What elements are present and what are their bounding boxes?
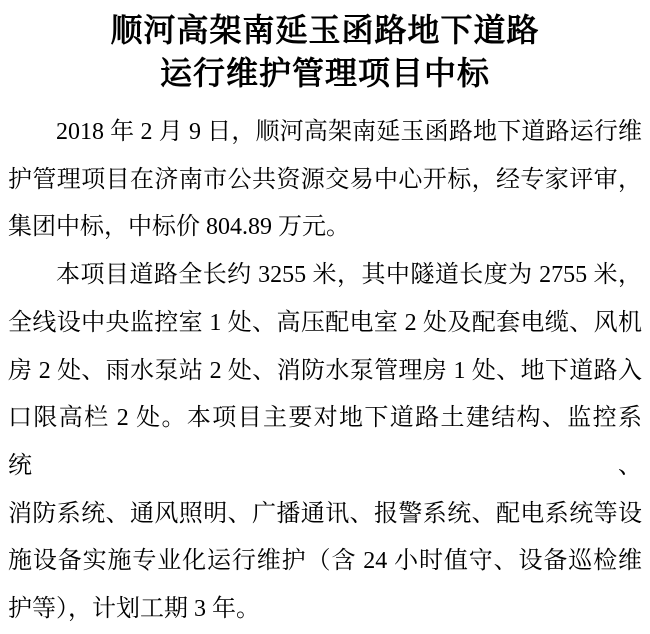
page-container [0,9,650,623]
paragraph-line: 口限高栏 2 处。本项目主要对地下道路土建结构、监控系统、 [8,405,642,479]
title-line-2: 运行维护管理项目中标 [159,55,490,91]
paragraph-line: 消防系统、通风照明、广播通讯、报警系统、配电系统等设 [8,500,642,527]
title-line-1: 顺河高架南延玉函路地下道路 [110,12,540,48]
paragraph-line: 2018 年 2 月 9 日，顺河高架南延玉函路地下道路运行维 [56,119,642,145]
document-body [0,109,650,634]
paragraph-line: 集团中标，中标价 804.89 万元。 [8,214,350,241]
paragraph-line: 护管理项目在济南市公共资源交易中心开标，经专家评审， [8,166,642,193]
paragraph-line: 护等），计划工期 3 年。 [8,596,260,623]
paragraph-line: 本项目道路全长约 3255 米，其中隧道长度为 2755 米， [56,262,642,289]
paragraph-2 [8,252,642,634]
paragraph-1 [8,109,642,252]
paragraph-line: 房 2 处、雨水泵站 2 处、消防水泵管理房 1 处、地下道路入 [8,357,642,384]
document-title [0,9,650,95]
paragraph-line: 全线设中央监控室 1 处、高压配电室 2 处及配套电缆、风机 [8,309,642,336]
paragraph-line: 施设备实施专业化运行维护（含 24 小时值守、设备巡检维 [8,548,642,575]
